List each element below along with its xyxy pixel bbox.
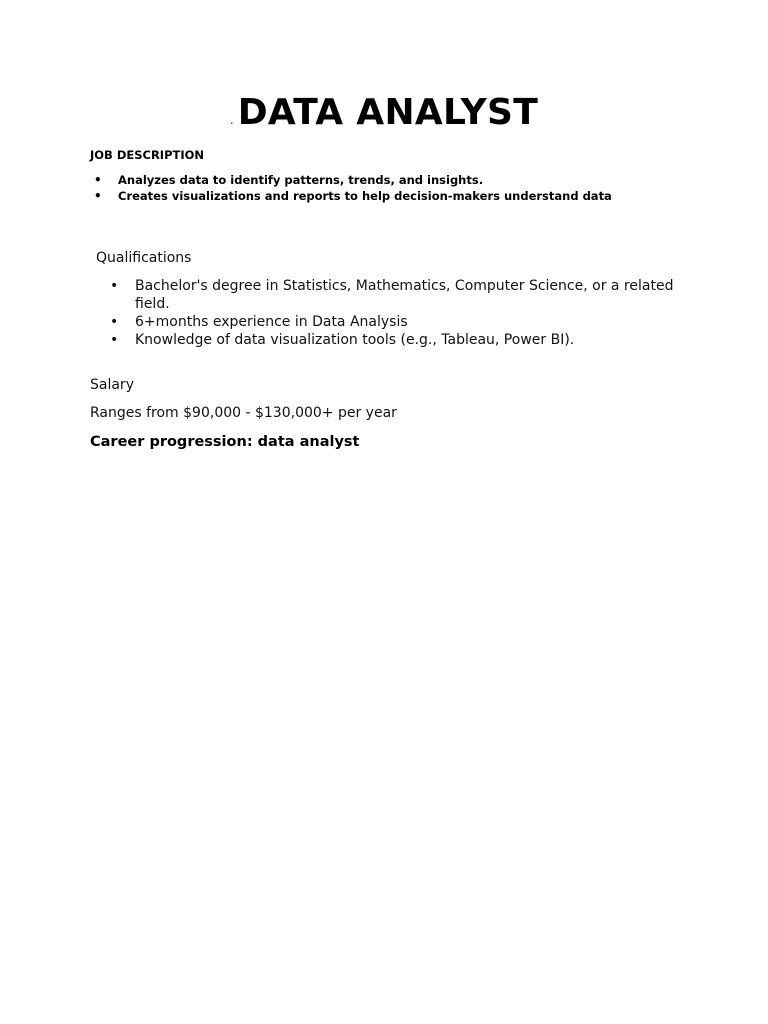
bullet-icon: • xyxy=(110,313,119,330)
bullet-icon: • xyxy=(110,331,119,348)
salary-heading: Salary xyxy=(90,377,134,393)
title-prefix-dot: . xyxy=(229,113,234,127)
list-item xyxy=(110,332,690,350)
list-item xyxy=(90,188,612,204)
bullet-icon: • xyxy=(110,278,119,294)
job-description-heading: JOB DESCRIPTION xyxy=(90,148,205,162)
job-description-list xyxy=(90,172,612,204)
bullet-icon: • xyxy=(94,189,102,203)
career-progression-heading: Career progression: data analyst xyxy=(90,434,360,450)
qualification-item-text: Knowledge of data visualization tools (e.g., Tableau, Power BI). xyxy=(135,331,575,348)
list-item xyxy=(110,278,690,313)
qualification-item-text: Bachelor's degree in Statistics, Mathematics, Computer Science, or a related field. xyxy=(135,278,674,312)
list-item xyxy=(90,172,612,188)
qualifications-heading: Qualifications xyxy=(96,250,192,266)
list-item xyxy=(110,314,690,332)
bullet-icon: • xyxy=(94,173,102,187)
job-description-item-text: Creates visualizations and reports to help decision-makers understand data xyxy=(118,189,612,203)
page-title: DATA ANALYST xyxy=(237,92,539,133)
salary-range-text: Ranges from $90,000 - $130,000+ per year xyxy=(90,405,397,421)
qualification-item-text: 6+months experience in Data Analysis xyxy=(135,313,408,330)
job-description-item-text: Analyzes data to identify patterns, trends, and insights. xyxy=(118,173,484,187)
title-row xyxy=(0,92,768,133)
qualifications-list xyxy=(110,278,690,350)
